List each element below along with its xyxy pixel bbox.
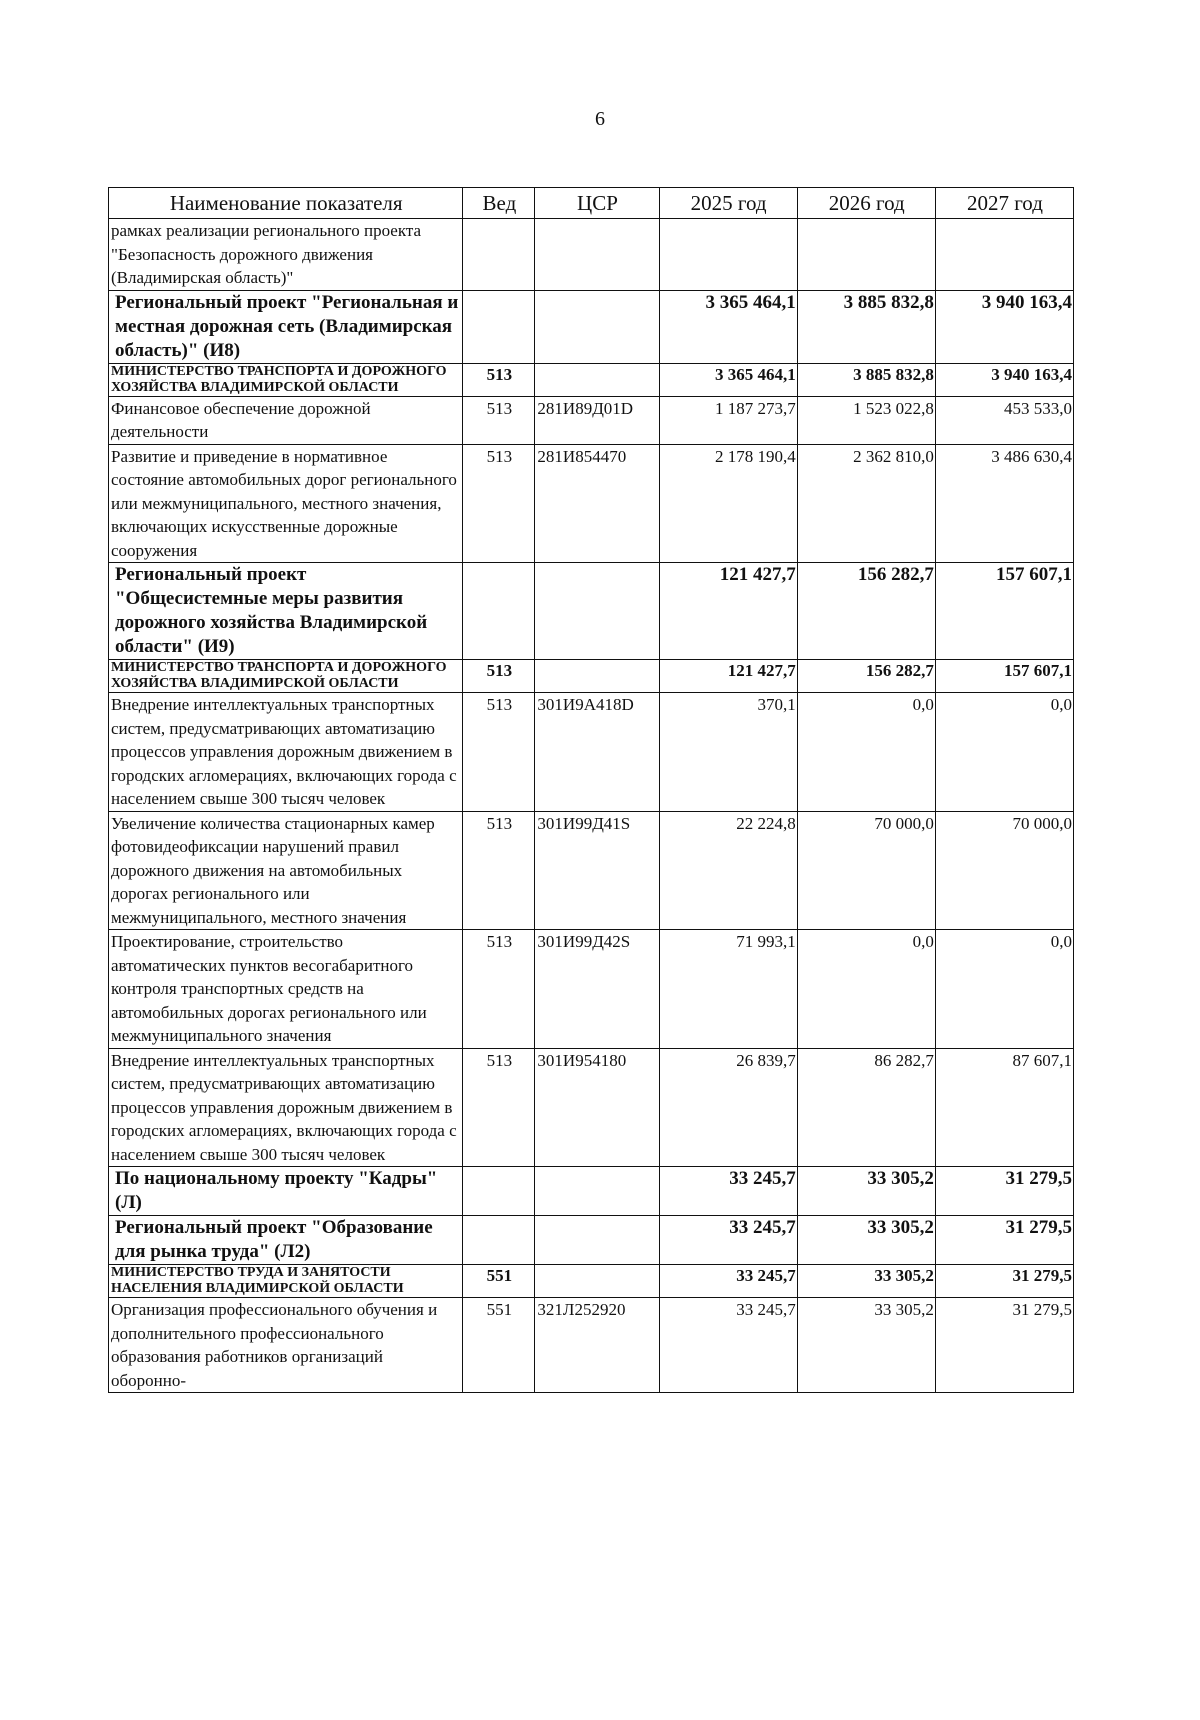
cell-ved: 513 — [463, 1048, 535, 1167]
table-row — [109, 811, 1074, 930]
cell-csr: 281И89Д01D — [535, 396, 659, 444]
cell-2025: 71 993,1 — [659, 930, 797, 1049]
cell-2027: 0,0 — [935, 930, 1073, 1049]
cell-csr — [535, 363, 659, 396]
table-row — [109, 290, 1074, 363]
header-2027: 2027 год — [935, 188, 1073, 219]
cell-2025 — [659, 219, 797, 291]
header-name: Наименование показателя — [109, 188, 463, 219]
cell-2026: 33 305,2 — [797, 1265, 935, 1298]
table-row — [109, 1167, 1074, 1216]
table-body — [109, 219, 1074, 1393]
cell-2027: 87 607,1 — [935, 1048, 1073, 1167]
cell-name: Увеличение количества стационарных камер фотовидеофиксации нарушений правил дорожного движения на автомобильных дорогах регионального или межмуниципального, местного значения — [109, 811, 463, 930]
table-row — [109, 363, 1074, 396]
header-csr: ЦСР — [535, 188, 659, 219]
cell-csr — [535, 219, 659, 291]
cell-2025: 33 245,7 — [659, 1298, 797, 1393]
cell-name: Проектирование, строительство автоматических пунктов весогабаритного контроля транспортных средств на автомобильных дорогах регионального или межмуниципального значения — [109, 930, 463, 1049]
cell-2027: 70 000,0 — [935, 811, 1073, 930]
cell-2026: 156 282,7 — [797, 660, 935, 693]
cell-name: МИНИСТЕРСТВО ТРАНСПОРТА И ДОРОЖНОГО ХОЗЯЙСТВА ВЛАДИМИРСКОЙ ОБЛАСТИ — [109, 660, 463, 693]
cell-ved: 513 — [463, 811, 535, 930]
cell-2027: 157 607,1 — [935, 660, 1073, 693]
cell-ved — [463, 1167, 535, 1216]
table-row — [109, 1216, 1074, 1265]
cell-ved: 513 — [463, 363, 535, 396]
cell-csr — [535, 290, 659, 363]
cell-2027: 157 607,1 — [935, 563, 1073, 660]
cell-name: По национальному проекту "Кадры" (Л) — [109, 1167, 463, 1216]
cell-csr — [535, 660, 659, 693]
cell-2026 — [797, 219, 935, 291]
cell-2026: 70 000,0 — [797, 811, 935, 930]
cell-2025: 370,1 — [659, 693, 797, 812]
cell-2027: 453 533,0 — [935, 396, 1073, 444]
table-row — [109, 693, 1074, 812]
cell-name: Внедрение интеллектуальных транспортных систем, предусматривающих автоматизацию процессов управления дорожным движением в городских агломерациях, включающих города с населением свыше 300 тысяч человек — [109, 1048, 463, 1167]
cell-2027: 31 279,5 — [935, 1167, 1073, 1216]
table-row — [109, 1048, 1074, 1167]
cell-csr: 301И99Д42S — [535, 930, 659, 1049]
cell-name: Финансовое обеспечение дорожной деятельности — [109, 396, 463, 444]
cell-2025: 33 245,7 — [659, 1216, 797, 1265]
cell-csr: 281И854470 — [535, 444, 659, 563]
cell-2026: 156 282,7 — [797, 563, 935, 660]
cell-2025: 3 365 464,1 — [659, 290, 797, 363]
table-row — [109, 444, 1074, 563]
cell-ved: 513 — [463, 396, 535, 444]
cell-2026: 3 885 832,8 — [797, 290, 935, 363]
cell-2026: 33 305,2 — [797, 1167, 935, 1216]
cell-2026: 33 305,2 — [797, 1216, 935, 1265]
cell-ved — [463, 563, 535, 660]
cell-2025: 121 427,7 — [659, 563, 797, 660]
cell-ved: 551 — [463, 1298, 535, 1393]
table-row — [109, 930, 1074, 1049]
cell-2026: 3 885 832,8 — [797, 363, 935, 396]
cell-2027: 3 940 163,4 — [935, 363, 1073, 396]
cell-ved: 513 — [463, 660, 535, 693]
cell-2027: 31 279,5 — [935, 1216, 1073, 1265]
cell-2027: 31 279,5 — [935, 1265, 1073, 1298]
cell-2026: 33 305,2 — [797, 1298, 935, 1393]
cell-2025: 33 245,7 — [659, 1167, 797, 1216]
cell-2025: 2 178 190,4 — [659, 444, 797, 563]
cell-2025: 3 365 464,1 — [659, 363, 797, 396]
cell-2027: 3 486 630,4 — [935, 444, 1073, 563]
cell-ved — [463, 1216, 535, 1265]
cell-csr — [535, 1167, 659, 1216]
page-number: 6 — [595, 108, 605, 130]
cell-2027: 31 279,5 — [935, 1298, 1073, 1393]
cell-2026: 86 282,7 — [797, 1048, 935, 1167]
table-row — [109, 1298, 1074, 1393]
cell-2025: 1 187 273,7 — [659, 396, 797, 444]
cell-ved: 513 — [463, 444, 535, 563]
cell-csr — [535, 1216, 659, 1265]
cell-2026: 0,0 — [797, 930, 935, 1049]
budget-table — [108, 187, 1074, 1393]
header-2026: 2026 год — [797, 188, 935, 219]
header-2025: 2025 год — [659, 188, 797, 219]
cell-2026: 0,0 — [797, 693, 935, 812]
table-header-row — [109, 188, 1074, 219]
table-row — [109, 660, 1074, 693]
cell-ved: 513 — [463, 693, 535, 812]
cell-csr — [535, 1265, 659, 1298]
header-ved: Вед — [463, 188, 535, 219]
cell-2025: 121 427,7 — [659, 660, 797, 693]
cell-csr: 301И9А418D — [535, 693, 659, 812]
cell-name: Региональный проект "Образование для рынка труда" (Л2) — [109, 1216, 463, 1265]
cell-csr: 301И954180 — [535, 1048, 659, 1167]
cell-2026: 1 523 022,8 — [797, 396, 935, 444]
cell-name: Организация профессионального обучения и дополнительного профессионального образования работников организаций оборонно- — [109, 1298, 463, 1393]
table-row — [109, 396, 1074, 444]
cell-name: Региональный проект "Региональная и местная дорожная сеть (Владимирская область)" (И8) — [109, 290, 463, 363]
cell-name: рамках реализации регионального проекта "Безопасность дорожного движения (Владимирская область)" — [109, 219, 463, 291]
cell-name: Развитие и приведение в нормативное состояние автомобильных дорог регионального или межмуниципального, местного значения, включающих искусственные дорожные сооружения — [109, 444, 463, 563]
cell-name: Региональный проект "Общесистемные меры развития дорожного хозяйства Владимирской области" (И9) — [109, 563, 463, 660]
cell-ved: 513 — [463, 930, 535, 1049]
cell-2025: 22 224,8 — [659, 811, 797, 930]
cell-2026: 2 362 810,0 — [797, 444, 935, 563]
cell-ved: 551 — [463, 1265, 535, 1298]
table-row — [109, 563, 1074, 660]
cell-ved — [463, 219, 535, 291]
cell-2025: 33 245,7 — [659, 1265, 797, 1298]
cell-2027: 3 940 163,4 — [935, 290, 1073, 363]
cell-csr: 321Л252920 — [535, 1298, 659, 1393]
cell-name: Внедрение интеллектуальных транспортных систем, предусматривающих автоматизацию процессов управления дорожным движением в городских агломерациях, включающих города с населением свыше 300 тысяч человек — [109, 693, 463, 812]
cell-2025: 26 839,7 — [659, 1048, 797, 1167]
cell-2027: 0,0 — [935, 693, 1073, 812]
cell-name: МИНИСТЕРСТВО ТРАНСПОРТА И ДОРОЖНОГО ХОЗЯЙСТВА ВЛАДИМИРСКОЙ ОБЛАСТИ — [109, 363, 463, 396]
cell-csr — [535, 563, 659, 660]
table-row — [109, 1265, 1074, 1298]
cell-ved — [463, 290, 535, 363]
cell-name: МИНИСТЕРСТВО ТРУДА И ЗАНЯТОСТИ НАСЕЛЕНИЯ ВЛАДИМИРСКОЙ ОБЛАСТИ — [109, 1265, 463, 1298]
table-row — [109, 219, 1074, 291]
cell-2027 — [935, 219, 1073, 291]
cell-csr: 301И99Д41S — [535, 811, 659, 930]
